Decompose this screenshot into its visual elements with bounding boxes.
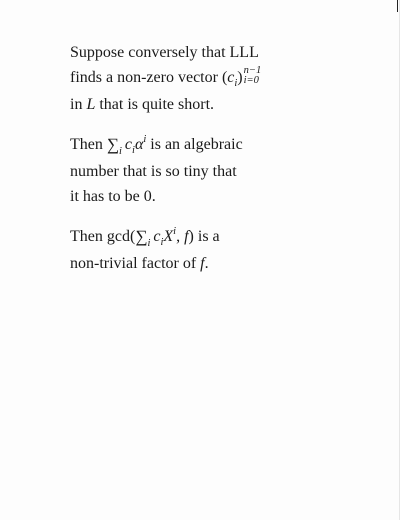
text-line: non-trivial factor of f. [70,255,209,272]
text-line: in L that is quite short. [70,96,215,113]
paragraph-2 [70,131,370,209]
paragraph-1 [70,40,370,117]
text-line: finds a non-zero vector $(c_i)$ n−1 i=0 [70,65,262,89]
text-line: Then $\sum_i$ $c_i\alpha^i$ is an algebraic [70,134,243,157]
corner-mark [397,0,398,12]
vector-bounds: n−1 i=0 [243,65,262,87]
summation-symbol: ∑ [135,227,148,246]
text-line: Then $\gcd(\sum_i$ $c_iX^i$, f) is a [70,226,220,249]
summation-symbol: ∑ [106,135,119,154]
document-body [70,40,370,290]
text-line: it has to be 0. [70,188,156,205]
text-line: number that is so tiny that [70,163,237,180]
paragraph-3 [70,223,370,276]
text-line: Suppose conversely that LLL [70,44,259,61]
